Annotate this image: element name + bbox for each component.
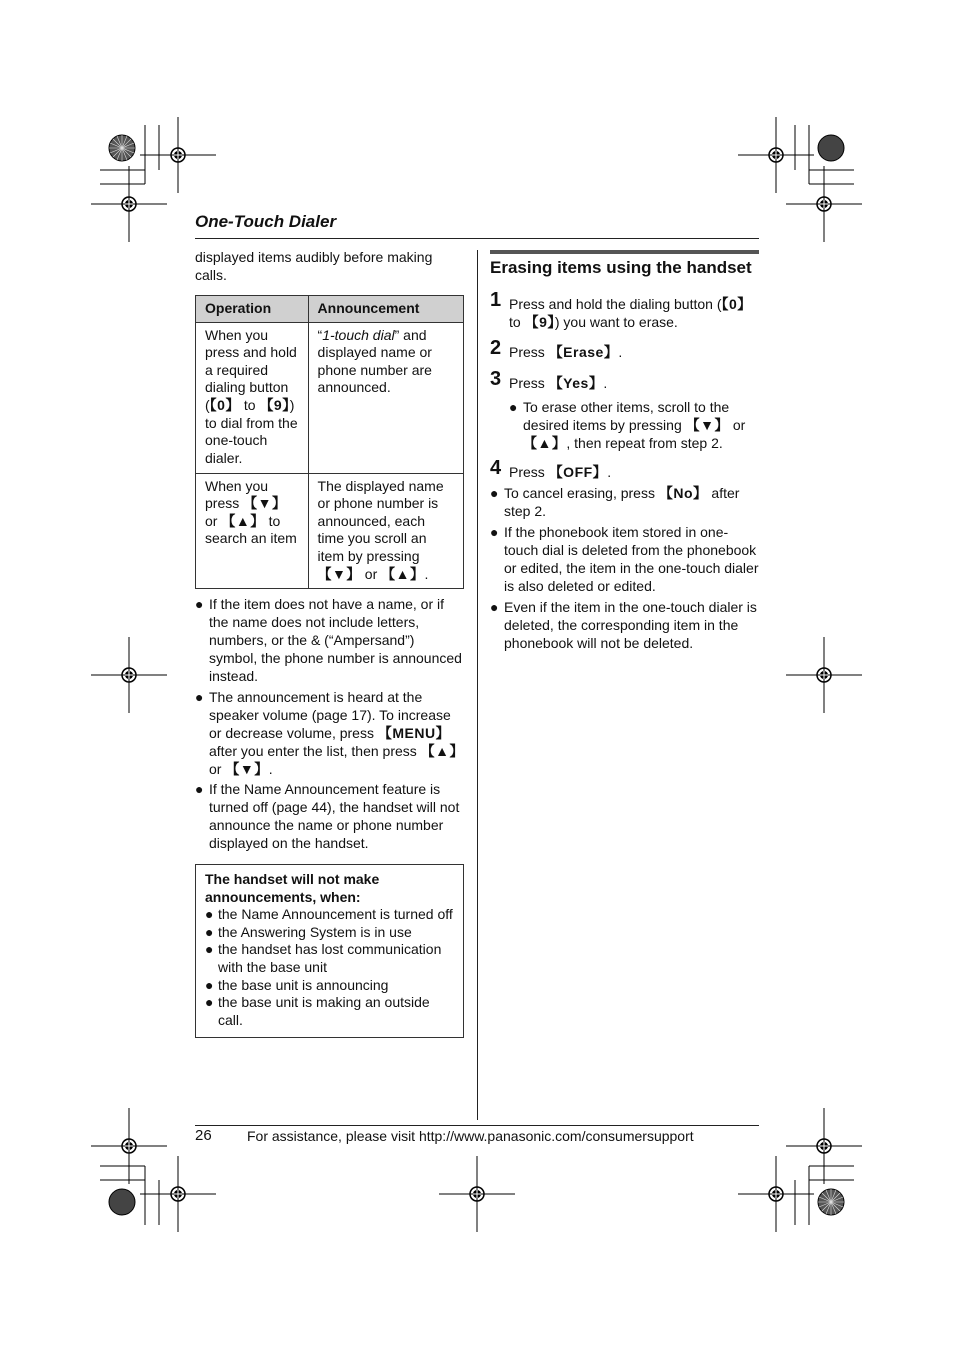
bullet-dot: ● [205,923,214,940]
bullet-text: , then repeat from step 2. [566,435,723,451]
step-text: . [618,344,623,360]
bullet-dot: ● [195,689,204,705]
key-up: 【▲】 [221,512,265,529]
column-divider [477,250,478,1120]
bullet-dot: ● [195,596,204,612]
list-item [195,780,465,852]
step-4 [490,457,760,481]
bullet-text: If the phonebook item stored in one-touch dial is deleted from the phonebook or edited, the item in the one-touch dialer is also deleted or edited. [504,524,759,594]
operation-cell [196,473,309,589]
bullet-dot: ● [490,599,499,615]
step-text: Press [509,344,549,360]
step-3 [490,368,760,392]
list-item [195,595,465,685]
key-down: 【▼】 [317,565,361,582]
note-item: the Name Announcement is turned off [218,906,453,923]
key-off: 【OFF】 [548,464,608,480]
bullet-text: . [268,761,273,777]
key-0: 【0】 [721,296,752,312]
bullet-text: or [209,761,226,777]
key-erase: 【Erase】 [548,344,619,360]
step-number: 1 [490,289,502,311]
column-header-operation: Operation [196,296,309,323]
key-up: 【▲】 [420,743,465,759]
table-row [196,322,464,473]
title-rule [195,238,759,239]
right-bullet-list [490,484,760,655]
cell-text: “ [317,326,323,343]
announcement-cell [308,473,463,589]
list-item [490,523,760,595]
cell-emphasis: 1-touch dial [322,326,395,343]
cell-text: The displayed name or phone number is announced, each time you scroll an item by pressing [317,477,444,564]
operation-table [195,295,464,589]
step-text: to [509,314,525,330]
bullet-text: If the item does not have a name, or if the name does not include letters, numbers, or the & (“Ampersand”) symbol, the phone number is announced instead. [209,596,462,684]
table-row [196,473,464,589]
note-heading: The handset will not make announcements, when: [205,871,380,905]
list-item [205,994,454,1029]
cell-text: . [424,565,429,582]
left-bullet-list [195,595,465,856]
key-up: 【▲】 [381,565,425,582]
step-number: 4 [490,457,502,479]
bullet-text: To erase other items, scroll to the desired items by pressing [523,399,730,433]
step-3-sub-bullet [509,398,759,456]
bullet-dot: ● [195,781,204,797]
bullet-text: Even if the item in the one-touch dialer is deleted, the corresponding item in the phonebook will not be deleted. [504,599,757,651]
cell-text: or [360,565,382,582]
key-down: 【▼】 [225,761,269,777]
list-item [205,941,454,976]
key-up: 【▲】 [523,435,567,451]
list-item [205,924,454,942]
cell-text: to search an item [205,512,297,547]
note-box [195,864,464,1038]
note-item: the base unit is making an outside call. [218,994,430,1028]
cell-text: When you press [205,477,269,512]
list-item [490,598,760,652]
key-0: 【0】 [209,396,240,413]
intro-text: displayed items audibly before making calls. [195,249,433,283]
bullet-dot: ● [490,485,499,501]
bullet-text: after step 2. [504,485,740,519]
bullet-text: If the Name Announcement feature is turned off (page 44), the handset will not announce the name or phone number displayed on the handset. [209,781,460,851]
bullet-dot: ● [205,976,214,993]
key-9: 【9】 [259,396,290,413]
cell-text: to [239,396,260,413]
step-number: 3 [490,368,502,390]
step-text: . [607,464,612,480]
cell-text: When you press and hold a required dialing button ( [205,326,297,413]
note-item: the Answering System is in use [218,923,412,940]
key-yes: 【Yes】 [548,375,604,391]
bullet-text: or [729,417,746,433]
column-header-announcement: Announcement [308,296,463,323]
note-item: the handset has lost communication with the base unit [218,941,442,975]
bullet-text: The announcement is heard at the speaker volume (page 17). To increase or decrease volume, press [209,689,451,741]
bullet-dot: ● [205,994,214,1011]
list-item [205,906,454,924]
step-text: Press [509,375,549,391]
footer-support-text: For assistance, please visit http://www.panasonic.com/consumersupport [247,1128,694,1144]
list-item [195,688,465,778]
list-item [509,398,759,452]
bullet-dot: ● [509,399,518,415]
erasing-heading: Erasing items using the handset [490,258,752,277]
list-item [490,484,760,520]
page-number: 26 [195,1127,212,1144]
step-text: Press [509,464,549,480]
key-no: 【No】 [658,485,708,501]
bullet-dot: ● [205,906,214,923]
cell-text: ) to dial from the one-touch dialer. [205,396,298,466]
step-number: 2 [490,337,502,359]
cell-text: or [205,512,222,529]
bullet-dot: ● [205,941,214,958]
step-1 [490,289,760,331]
bullet-text: To cancel erasing, press [504,485,659,501]
bullet-text: after you enter the list, then press [209,743,421,759]
announcement-cell [308,322,463,473]
step-2 [490,337,760,361]
step-text: . [603,375,608,391]
cell-text: ” and displayed name or phone number are announced. [317,326,432,396]
key-down: 【▼】 [685,417,729,433]
table-header-row [196,296,464,323]
section-title: One-Touch Dialer [195,212,337,231]
key-9: 【9】 [524,314,555,330]
step-text: Press and hold the dialing button ( [509,296,722,312]
note-item: the base unit is announcing [218,976,389,993]
list-item [205,977,454,995]
key-menu: 【MENU】 [377,725,451,741]
footer-rule [195,1125,759,1126]
operation-cell [196,322,309,473]
key-down: 【▼】 [243,495,287,512]
right-column-bar [490,250,759,254]
bullet-dot: ● [490,524,499,540]
step-text: ) you want to erase. [554,314,678,330]
